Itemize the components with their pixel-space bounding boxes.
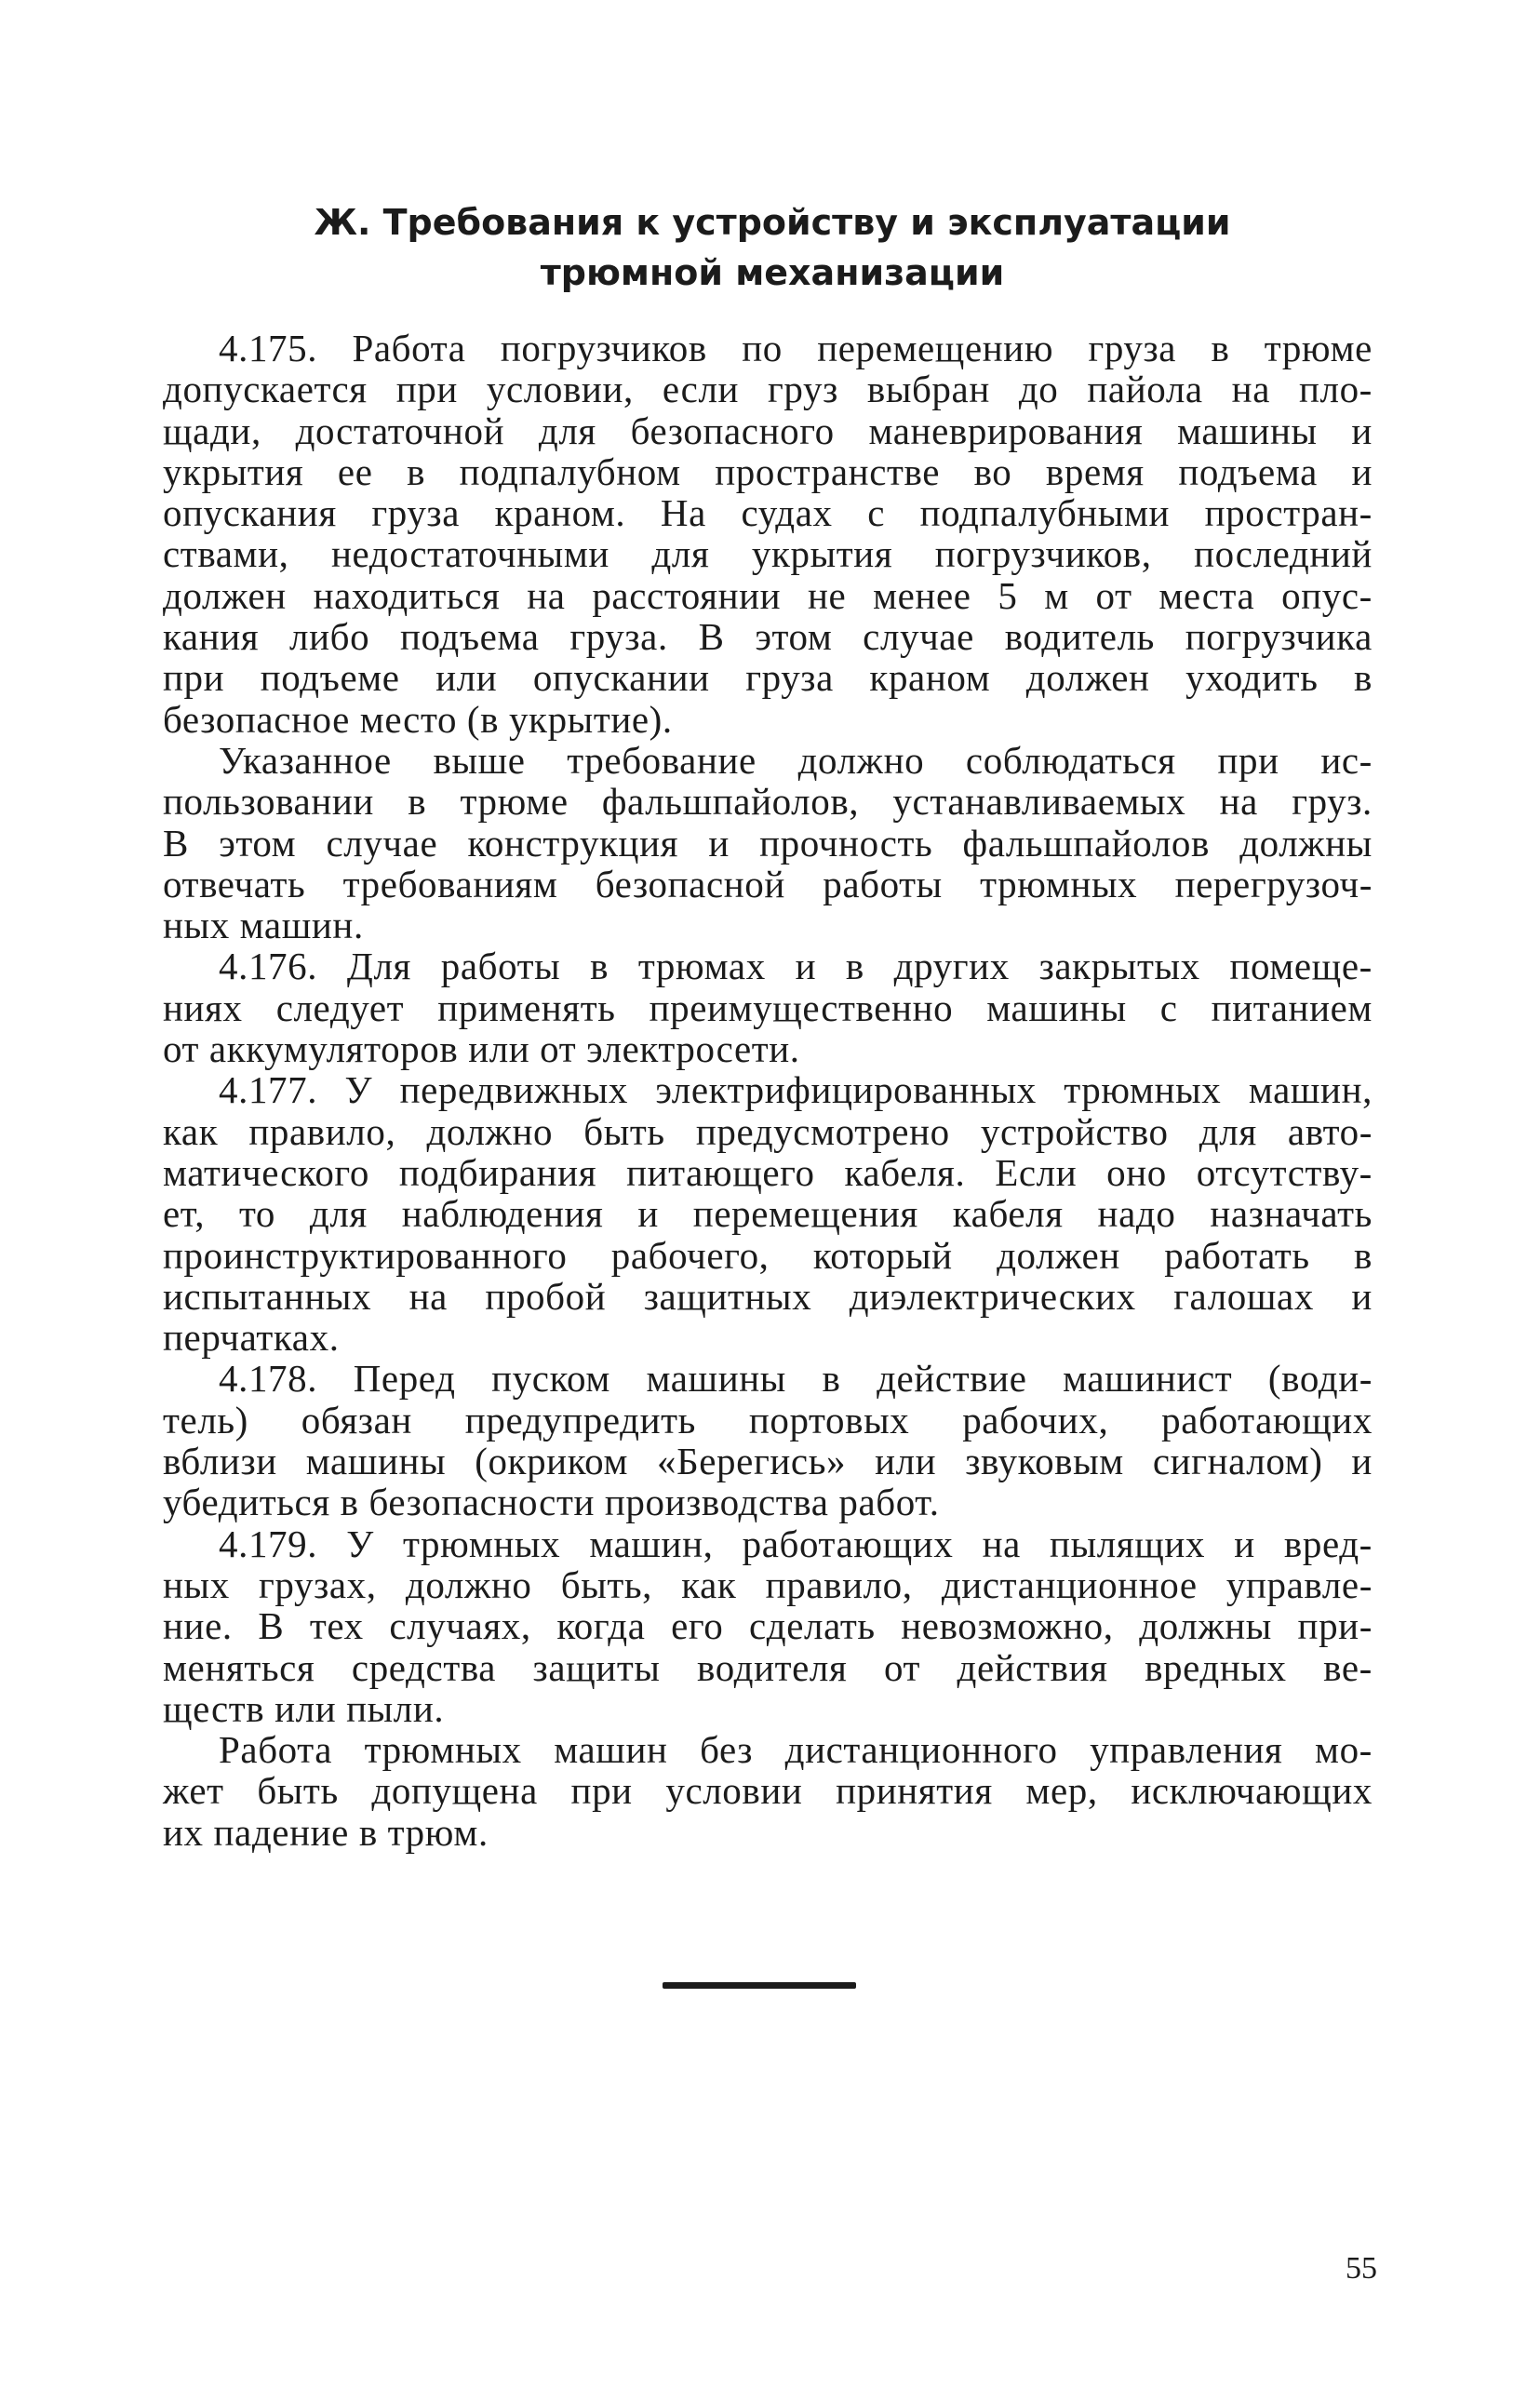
text-line — [163, 987, 1373, 1028]
word: последний — [1194, 532, 1373, 576]
word: достаточной — [295, 409, 505, 452]
word: трюме — [460, 780, 569, 824]
word: места — [1158, 573, 1255, 617]
word: на — [982, 1522, 1021, 1565]
word: пайола — [1087, 368, 1203, 411]
text-line — [163, 1523, 1373, 1564]
text-line — [163, 1358, 1373, 1399]
word: не — [807, 573, 847, 617]
word: должен — [1025, 656, 1150, 700]
word: подъема — [399, 615, 540, 659]
word: прочность — [759, 821, 933, 865]
word: трюмных — [980, 862, 1138, 905]
word: матического — [163, 1150, 369, 1194]
word: для — [651, 532, 710, 576]
word: с — [867, 491, 885, 535]
word: и — [1351, 1274, 1373, 1318]
word: (окриком — [475, 1440, 629, 1483]
word: быть — [257, 1769, 339, 1813]
text-line — [163, 575, 1373, 616]
word: грузах, — [259, 1562, 377, 1606]
word: пылящих — [1050, 1522, 1206, 1565]
word: звуковым — [965, 1440, 1124, 1483]
word: на — [1219, 780, 1258, 824]
word: допускается — [163, 368, 368, 411]
word: ствами, — [163, 532, 289, 576]
word: машины — [305, 1440, 447, 1483]
word: и — [1351, 449, 1373, 493]
word: трюмных — [403, 1522, 561, 1565]
word: опус- — [1281, 573, 1373, 617]
word: галошах — [1173, 1274, 1314, 1318]
word: меняться — [163, 1645, 315, 1689]
word: Для — [346, 945, 411, 988]
word: для — [538, 409, 596, 452]
word: трюмных — [1064, 1068, 1222, 1112]
word: до — [1018, 368, 1059, 411]
word: ных — [163, 1562, 230, 1606]
word: обязан — [301, 1398, 412, 1442]
word: действия — [957, 1645, 1108, 1689]
word: действие — [877, 1357, 1027, 1401]
word: мо- — [1315, 1728, 1373, 1772]
word: при — [570, 1769, 633, 1813]
word: питающего — [626, 1150, 815, 1194]
word: время — [1045, 449, 1145, 493]
word: при — [1217, 738, 1279, 782]
word: при — [395, 368, 458, 411]
word: работающих — [1161, 1398, 1373, 1442]
word: выбран — [866, 368, 990, 411]
word: пло- — [1298, 368, 1373, 411]
word: исключающих — [1131, 1769, 1373, 1813]
word: быть, — [560, 1562, 653, 1606]
word: на — [527, 573, 566, 617]
word: Если — [995, 1150, 1078, 1194]
text-line — [163, 451, 1373, 492]
text-line — [163, 1441, 1373, 1482]
word: простран- — [1204, 491, 1373, 535]
text-line — [163, 864, 1373, 905]
word: В — [163, 821, 189, 865]
word: груза — [745, 656, 834, 700]
word: подъеме — [260, 656, 400, 700]
word: других — [893, 945, 1010, 988]
word: ее — [337, 449, 373, 493]
word: маневрирования — [868, 409, 1144, 452]
word: на — [408, 1274, 448, 1318]
word: опускании — [532, 656, 710, 700]
word: отсутству- — [1196, 1150, 1373, 1194]
word: погрузчика — [1185, 615, 1373, 659]
word: защитных — [643, 1274, 812, 1318]
text-line — [163, 1729, 1373, 1770]
word: вред- — [1283, 1522, 1373, 1565]
word: Работа — [219, 1728, 333, 1772]
word: в — [822, 1357, 841, 1401]
text-line — [163, 1564, 1373, 1605]
word: ет, — [163, 1192, 206, 1236]
word: тех — [309, 1604, 364, 1648]
word: без — [700, 1728, 754, 1772]
word: тель) — [163, 1398, 248, 1442]
word: уходить — [1185, 656, 1319, 700]
text-line-content: от аккумуляторов или от электросети. — [163, 1027, 800, 1071]
word: укрытия — [163, 449, 304, 493]
word: устройство — [980, 1109, 1169, 1153]
word: в — [407, 449, 426, 493]
word: требованиям — [342, 862, 558, 905]
word: должно — [797, 738, 925, 782]
word: недостаточными — [330, 532, 609, 576]
word: применять — [437, 986, 616, 1029]
word: конструкция — [467, 821, 679, 865]
word: и — [1351, 1440, 1373, 1483]
word: У — [346, 1522, 374, 1565]
word: во — [973, 449, 1012, 493]
word: и — [637, 1192, 659, 1236]
text-line — [163, 1028, 1373, 1069]
word: для — [309, 1192, 368, 1236]
word: трюмных — [364, 1728, 522, 1772]
word: менее — [873, 573, 971, 617]
word: должны — [1139, 1604, 1272, 1648]
word: если — [662, 368, 740, 411]
word: принятия — [836, 1769, 993, 1813]
word: подъема — [1178, 449, 1318, 493]
word: подпалубном — [459, 449, 681, 493]
word: в — [1354, 1233, 1373, 1277]
word: кабеля — [952, 1192, 1064, 1236]
word: преимущественно — [649, 986, 954, 1029]
word: погрузчиков, — [934, 532, 1152, 576]
word: правило, — [248, 1109, 396, 1153]
word: на — [1231, 368, 1270, 411]
word: работающих — [742, 1522, 954, 1565]
word: наблюдения — [401, 1192, 604, 1236]
word: этом — [755, 615, 833, 659]
word: или — [875, 1440, 937, 1483]
word: или — [435, 656, 498, 700]
word: устанавливаемых — [892, 780, 1186, 824]
text-line — [163, 657, 1373, 698]
word: пользовании — [163, 780, 374, 824]
word: который — [812, 1233, 953, 1277]
word: перемещению — [817, 327, 1054, 369]
word: работать — [1164, 1233, 1310, 1277]
word: требование — [567, 738, 757, 782]
word: машины — [1177, 409, 1318, 452]
word: либо — [289, 615, 370, 659]
word: машинист — [1063, 1357, 1233, 1401]
word: машин — [554, 1728, 668, 1772]
text-line — [163, 616, 1373, 657]
word: назначать — [1210, 1192, 1373, 1236]
text-line — [163, 1812, 1373, 1853]
word: закрытых — [1038, 945, 1200, 988]
word: кабеля. — [844, 1150, 966, 1194]
word: 4.177. — [219, 1068, 318, 1112]
word: груза — [371, 491, 461, 535]
word: машин, — [589, 1522, 714, 1565]
text-line — [163, 699, 1373, 740]
word: рабочих, — [962, 1398, 1109, 1442]
word: предупредить — [464, 1398, 696, 1442]
word: авто- — [1287, 1109, 1373, 1153]
word: «Берегись» — [657, 1440, 847, 1483]
word: водителя — [697, 1645, 848, 1689]
text-line-content: безопасное место (в укрытие). — [163, 697, 673, 741]
word: электрифицированных — [655, 1068, 1037, 1112]
word: 4.175. — [219, 327, 318, 369]
word: кания — [163, 615, 260, 659]
word: ниях — [163, 986, 243, 1029]
word: ис- — [1320, 738, 1373, 782]
text-line — [163, 740, 1373, 781]
text-line — [163, 823, 1373, 864]
text-line — [163, 945, 1373, 986]
word: погрузчиков — [500, 327, 707, 369]
word: от — [883, 1645, 921, 1689]
word: 4.179. — [219, 1522, 318, 1565]
text-line-content: их падение в трюм. — [163, 1810, 489, 1854]
word: В — [258, 1604, 285, 1648]
word: испытанных — [163, 1274, 372, 1318]
word: фальшпайолов, — [601, 780, 860, 824]
word: расстоянии — [592, 573, 782, 617]
word: ние. — [163, 1604, 233, 1648]
word: краном — [869, 656, 991, 700]
word: его — [671, 1604, 724, 1648]
word: правило, — [765, 1562, 913, 1606]
text-line — [163, 1770, 1373, 1811]
word: опускания — [163, 491, 337, 535]
word: по — [742, 327, 783, 369]
text-line — [163, 1152, 1373, 1193]
text-line-content: ных машин. — [163, 904, 364, 947]
word: безопасной — [595, 862, 785, 905]
text-line — [163, 1688, 1373, 1729]
word: быть — [583, 1109, 665, 1153]
word: этом — [219, 821, 297, 865]
text-line-content: перчатках. — [163, 1316, 340, 1360]
word: груз — [768, 368, 838, 411]
word: дистанционное — [941, 1562, 1198, 1606]
word: для — [1199, 1109, 1257, 1153]
word: машин, — [1248, 1068, 1373, 1112]
text-line — [163, 1235, 1373, 1276]
word: ве- — [1323, 1645, 1373, 1689]
word: передвижных — [399, 1068, 628, 1112]
word: в — [1211, 327, 1230, 369]
word: условии — [665, 1769, 803, 1813]
word: щади, — [163, 409, 261, 452]
word: при- — [1297, 1604, 1373, 1648]
word: На — [660, 491, 706, 535]
word: 5 — [998, 573, 1018, 617]
text-line — [163, 533, 1373, 574]
word: средства — [351, 1645, 497, 1689]
word: (води- — [1267, 1357, 1373, 1401]
text-line — [163, 1317, 1373, 1358]
word: вблизи — [163, 1440, 277, 1483]
word: случае — [326, 821, 438, 865]
word: следует — [275, 986, 405, 1029]
word: допущена — [371, 1769, 538, 1813]
word: находиться — [313, 573, 501, 617]
word: случаях, — [389, 1604, 531, 1648]
word: надо — [1097, 1192, 1176, 1236]
word: Работа — [352, 327, 466, 369]
body-text — [163, 328, 1373, 1853]
word: условии, — [486, 368, 634, 411]
page-number: 55 — [1346, 2251, 1377, 2286]
word: пуском — [491, 1357, 610, 1401]
word: сделать — [748, 1604, 876, 1648]
word: пробой — [485, 1274, 607, 1318]
word: оно — [1106, 1150, 1167, 1194]
word: защиты — [532, 1645, 661, 1689]
word: трюмах — [637, 945, 766, 988]
word: должно — [426, 1109, 554, 1153]
word: фальшпайолов — [962, 821, 1210, 865]
word: 4.176. — [219, 945, 318, 988]
word: рабочего, — [610, 1233, 770, 1277]
word: управления — [1090, 1728, 1283, 1772]
word: когда — [556, 1604, 646, 1648]
word: Указанное — [219, 738, 392, 782]
text-line — [163, 1069, 1373, 1110]
text-line — [163, 492, 1373, 533]
word: трюме — [1264, 327, 1373, 369]
word: В — [698, 615, 725, 659]
text-line-content: убедиться в безопасности производства работ. — [163, 1481, 940, 1524]
text-line — [163, 328, 1373, 369]
word: перегрузоч- — [1174, 862, 1373, 905]
word: сигналом) — [1152, 1440, 1323, 1483]
word: при — [163, 656, 225, 700]
word: Перед — [353, 1357, 456, 1401]
word: машины — [986, 986, 1127, 1029]
text-line — [163, 1276, 1373, 1317]
text-line — [163, 905, 1373, 945]
word: соблюдаться — [965, 738, 1176, 782]
word: м — [1044, 573, 1069, 617]
text-line-content: ществ или пыли. — [163, 1686, 445, 1730]
text-line — [163, 369, 1373, 409]
word: пространстве — [715, 449, 941, 493]
section-heading — [307, 197, 1238, 298]
section-heading-line-2: трюмной механизации — [540, 252, 1005, 293]
word: груза — [1088, 327, 1177, 369]
word: судах — [741, 491, 833, 535]
text-line — [163, 781, 1373, 822]
word: перемещения — [692, 1192, 918, 1236]
text-line — [163, 1605, 1373, 1646]
word: работы — [440, 945, 561, 988]
text-line — [163, 1193, 1373, 1234]
word: и — [1351, 409, 1373, 452]
word: с — [1159, 986, 1178, 1029]
word: укрытия — [751, 532, 893, 576]
word: случае — [863, 615, 974, 659]
word: груза. — [569, 615, 668, 659]
word: выше — [433, 738, 526, 782]
word: дистанционного — [784, 1728, 1058, 1772]
word: помеще- — [1229, 945, 1373, 988]
word: и — [795, 945, 817, 988]
section-end-rule — [663, 1982, 856, 1989]
word: невозможно, — [901, 1604, 1114, 1648]
word: диэлектрических — [849, 1274, 1136, 1318]
word: жет — [163, 1769, 224, 1813]
word: должно — [405, 1562, 532, 1606]
word: в — [1354, 656, 1373, 700]
word: должны — [1239, 821, 1373, 865]
word: предусмотрено — [695, 1109, 950, 1153]
word: то — [238, 1192, 276, 1236]
word: груз. — [1292, 780, 1373, 824]
word: 4.178. — [219, 1357, 318, 1401]
word: У — [344, 1068, 373, 1112]
word: как — [681, 1562, 737, 1606]
text-line — [163, 1400, 1373, 1441]
word: машины — [646, 1357, 786, 1401]
word: в — [590, 945, 609, 988]
text-line — [163, 1111, 1373, 1152]
word: портовых — [748, 1398, 910, 1442]
text-line — [163, 1647, 1373, 1688]
word: работы — [823, 862, 943, 905]
word: и — [708, 821, 730, 865]
word: проинструктированного — [163, 1233, 568, 1277]
word: в — [845, 945, 864, 988]
word: мер, — [1025, 1769, 1098, 1813]
word: краном. — [494, 491, 626, 535]
word: и — [1234, 1522, 1255, 1565]
text-line — [163, 410, 1373, 451]
word: как — [163, 1109, 219, 1153]
word: безопасного — [630, 409, 835, 452]
word: подпалубными — [919, 491, 1171, 535]
word: питанием — [1211, 986, 1373, 1029]
word: управле- — [1225, 1562, 1373, 1606]
word: водитель — [1004, 615, 1155, 659]
section-heading-line-1: Ж. Требования к устройству и эксплуатации — [314, 202, 1231, 243]
word: отвечать — [163, 862, 306, 905]
word: должен — [997, 1233, 1120, 1277]
word: подбирания — [398, 1150, 597, 1194]
text-line — [163, 1482, 1373, 1522]
word: вредных — [1145, 1645, 1287, 1689]
word: должен — [163, 573, 287, 617]
word: от — [1095, 573, 1132, 617]
word: в — [408, 780, 427, 824]
